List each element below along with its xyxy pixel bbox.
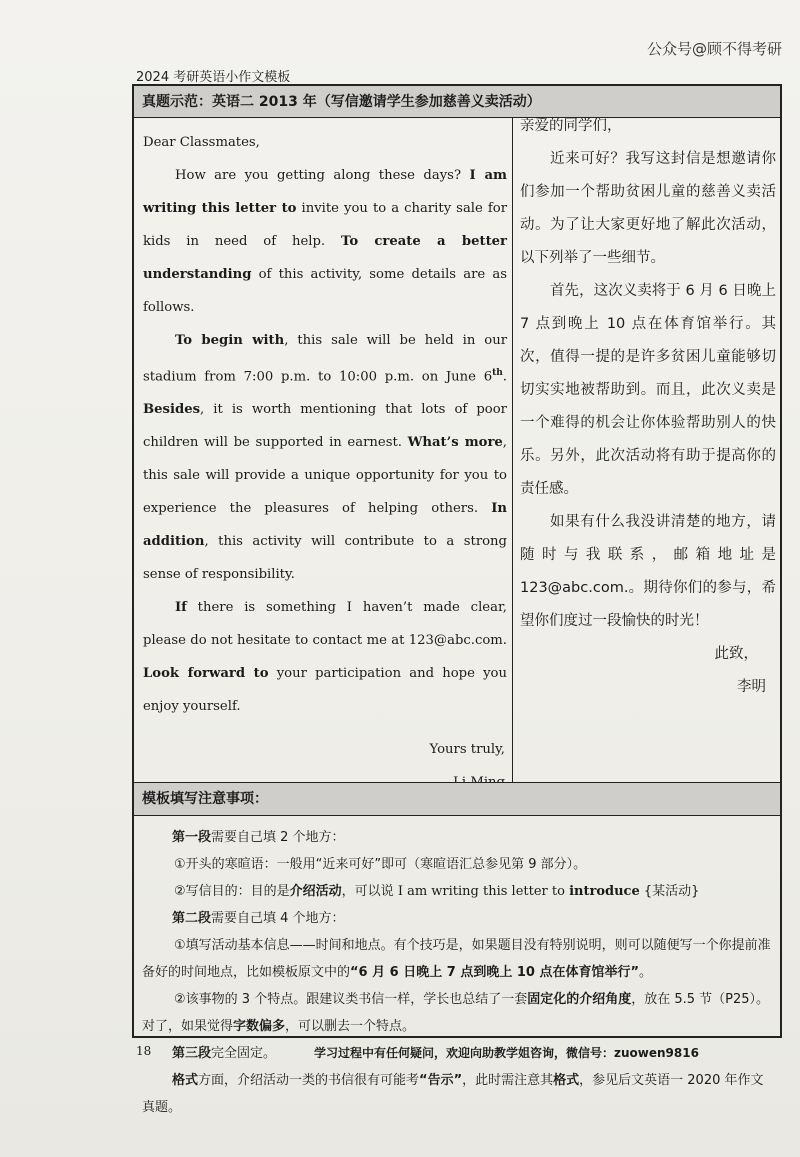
closing-zh: 此致， [714, 646, 758, 662]
note-2b: ②该事物的 3 个特点。跟建议类书信一样，学长也总结了一套固定化的介绍角度，放在 5.5 节（P25）。对了，如果觉得字数偏多，可以删去一个特点。 [142, 992, 770, 1034]
page-number: 18 [136, 1044, 152, 1058]
salutation-en: Dear Classmates, [143, 135, 260, 150]
watermark: 公众号@顾不得考研 [646, 40, 782, 58]
page-footer [0, 1042, 800, 1066]
chinese-letter [520, 110, 776, 704]
note-2a: ①填写活动基本信息——时间和地点。有个技巧是，如果题目没有特别说明，则可以随便写一个你提前准备好的时间地点，比如模板原文中的“6 月 6 日晚上 7 点到晚上 10 点在体育馆举行”。 [142, 938, 771, 980]
paragraph-zh-1: 近来可好？我写这封信是想邀请你们参加一个帮助贫困儿童的慈善义卖活动。为了让大家更好地了解此次活动，以下列举了一些细节。 [520, 151, 776, 266]
salutation-zh: 亲爱的同学们， [520, 118, 622, 134]
note-format: 格式方面，介绍活动一类的书信很有可能考“告示”，此时需注意其格式，参见后文英语一 2020 年作文真题。 [142, 1073, 764, 1115]
running-head: 2024 考研英语小作文模板 [136, 70, 291, 85]
paragraph-zh-3: 如果有什么我没讲清楚的地方，请随时与我联系，邮箱地址是 123@abc.com.。期待你们的参与，希望你们度过一段愉快的时光！ [520, 514, 776, 629]
closing-en: Yours truly, [429, 742, 505, 758]
note-paragraph-3: 第三段完全固定。 [172, 1046, 277, 1061]
footer-contact: 学习过程中有任何疑问，欢迎向助教学姐咨询，微信号：zuowen9816 [314, 1046, 699, 1060]
column-divider [512, 118, 513, 782]
note-paragraph-2: 第二段需要自己填 4 个地方： [172, 911, 345, 926]
note-1b: ②写信目的：目的是介绍活动，可以说 I am writing this letter to introduce {某活动} [174, 884, 700, 899]
paragraph-en-1: How are you getting along these days? I am writing this letter to invite you to a charity sale for kids in need of help. To create a better understanding of this activity, some details are as follows. [143, 168, 508, 315]
signature-zh: 李明 [737, 679, 766, 695]
paragraph-en-2: To begin with, this sale will be held in our stadium from 7:00 p.m. to 10:00 p.m. on June 6th. Besides, it is worth mentioning that lots of poor children will be supported in earnest. What’s more, this sale will provide a unique opportunity for you to experience the pleasures of helping others. In addition, this activity will contribute to a strong sense of responsibility. [143, 333, 508, 583]
notes-title: 模板填写注意事项： [134, 782, 780, 816]
note-1a: ①开头的寒暄语：一般用“近来可好”即可（寒暄语汇总参见第 9 部分）。 [174, 857, 587, 872]
note-paragraph-1: 第一段需要自己填 2 个地方： [172, 830, 345, 845]
english-letter [143, 126, 507, 799]
section-title: 真题示范：英语二 2013 年（写信邀请学生参加慈善义卖活动） [134, 86, 780, 118]
paragraph-en-3: If there is something I haven’t made clear, please do not hesitate to contact me at 123@abc.com. Look forward to your participation and hope you enjoy yourself. [143, 600, 507, 715]
template-notes [142, 824, 772, 1121]
paragraph-zh-2: 首先，这次义卖将于 6 月 6 日晚上 7 点到晚上 10 点在体育馆举行。其次，值得一提的是许多贫困儿童能够切切实实地被帮助到。而且，此次义卖是一个难得的机会让你体验帮助别人的快乐。另外，此次活动将有助于提高你的责任感。 [520, 283, 776, 497]
